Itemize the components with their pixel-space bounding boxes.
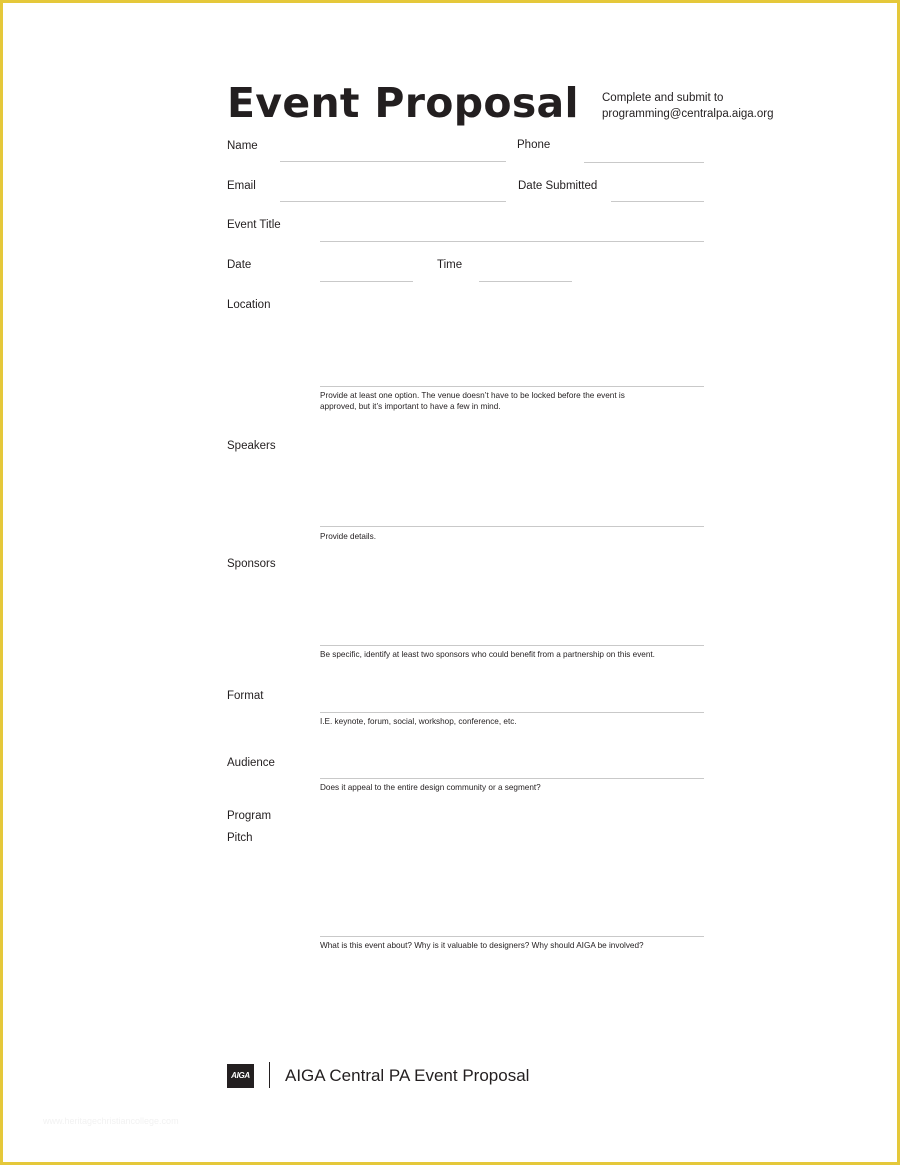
speakers-label: Speakers xyxy=(227,440,276,452)
audience-field[interactable] xyxy=(320,778,704,779)
speakers-hint: Provide details. xyxy=(320,532,376,541)
page-title: Event Proposal xyxy=(227,79,579,127)
date-label: Date xyxy=(227,259,252,271)
audience-hint: Does it appeal to the entire design community or a segment? xyxy=(320,783,541,792)
program-label: Program xyxy=(227,810,272,822)
location-hint-line: Provide at least one option. The venue doesn’t have to be locked before the event is xyxy=(320,391,625,400)
email-field[interactable] xyxy=(280,201,506,202)
format-hint: I.E. keynote, forum, social, workshop, conference, etc. xyxy=(320,717,517,726)
sponsors-hint: Be specific, identify at least two sponsors who could benefit from a partnership on this event. xyxy=(320,650,655,659)
sponsors-field[interactable] xyxy=(320,645,704,646)
name-field[interactable] xyxy=(280,161,506,162)
email-label: Email xyxy=(227,180,256,192)
program-pitch-field[interactable] xyxy=(320,936,704,937)
location-hint xyxy=(320,391,680,412)
speakers-field[interactable] xyxy=(320,526,704,527)
phone-field[interactable] xyxy=(584,162,704,163)
location-label: Location xyxy=(227,299,271,311)
watermark: www.heritagechristiancollege.com xyxy=(43,1116,179,1126)
format-field[interactable] xyxy=(320,712,704,713)
format-label: Format xyxy=(227,690,264,702)
location-hint-line: approved, but it’s important to have a few in mind. xyxy=(320,401,501,411)
submit-instructions xyxy=(602,90,773,122)
submit-instructions-line: Complete and submit to xyxy=(602,92,724,104)
event-title-field[interactable] xyxy=(320,241,704,242)
aiga-logo: AIGA xyxy=(227,1064,254,1088)
date-submitted-label: Date Submitted xyxy=(518,180,598,192)
footer-divider xyxy=(269,1062,270,1088)
event-title-label: Event Title xyxy=(227,219,281,231)
program-pitch-hint: What is this event about? Why is it valuable to designers? Why should AIGA be involved? xyxy=(320,941,644,950)
submit-email: programming@centralpa.aiga.org xyxy=(602,108,774,120)
pitch-label: Pitch xyxy=(227,832,253,844)
date-field[interactable] xyxy=(320,281,413,282)
sponsors-label: Sponsors xyxy=(227,558,276,570)
time-label: Time xyxy=(437,259,463,271)
audience-label: Audience xyxy=(227,757,275,769)
time-field[interactable] xyxy=(479,281,572,282)
name-label: Name xyxy=(227,140,258,152)
phone-label: Phone xyxy=(517,139,551,151)
date-submitted-field[interactable] xyxy=(611,201,704,202)
location-field[interactable] xyxy=(320,386,704,387)
footer-title: AIGA Central PA Event Proposal xyxy=(285,1066,530,1085)
